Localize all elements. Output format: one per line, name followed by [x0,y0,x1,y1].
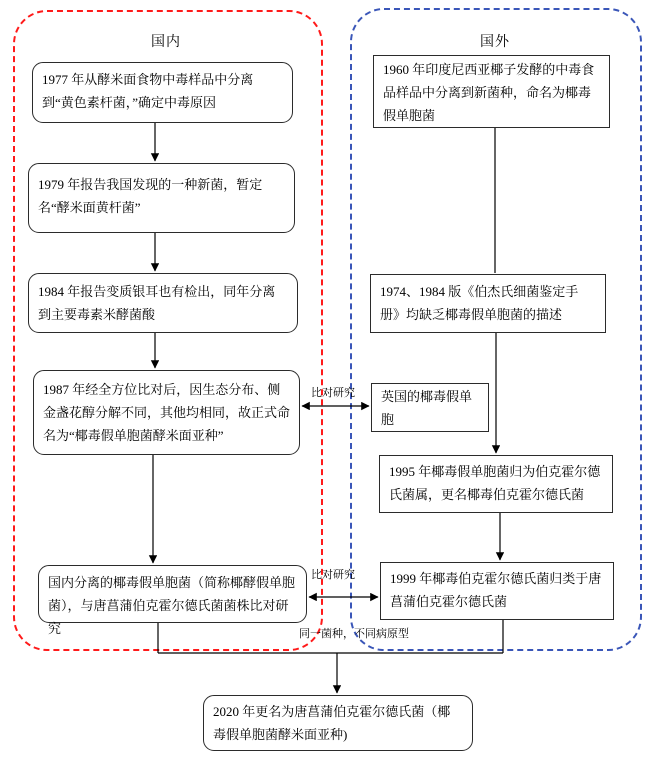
compare-research-label-top: 比对研究 [311,387,355,399]
flow-box-1987-domestic: 1987 年经全方位比对后，因生态分布、侧金盏花醇分解不同，其他均相同，故正式命名为“椰毒假单胞菌酵米面亚种” [33,370,300,455]
compare-research-label-bottom: 比对研究 [311,569,355,581]
flow-box-domestic-comparison: 国内分离的椰毒假单胞菌（简称椰酵假单胞菌），与唐菖蒲伯克霍尔德氏菌菌株比对研究 [38,565,307,623]
foreign-group-title: 国外 [480,35,510,50]
flow-box-1995-reclassify: 1995 年椰毒假单胞菌归为伯克霍尔德氏菌属，更名椰毒伯克霍尔德氏菌 [379,455,613,513]
domestic-group-title: 国内 [151,35,181,50]
flow-box-2020-conclusion: 2020 年更名为唐菖蒲伯克霍尔德氏菌（椰毒假单胞菌酵米面亚种) [203,695,473,751]
flow-box-1974-1984-manual: 1974、1984 版《伯杰氏细菌鉴定手册》均缺乏椰毒假单胞菌的描述 [370,274,606,333]
flow-box-1977-domestic: 1977 年从酵米面食物中毒样品中分离到“黄色素杆菌，”确定中毒原因 [32,62,293,123]
flow-box-uk-strain: 英国的椰毒假单胞 [371,383,489,432]
flow-box-1984-domestic: 1984 年报告变质银耳也有检出，同年分离到主要毒素米酵菌酸 [28,273,298,333]
flow-box-1960-foreign: 1960 年印度尼西亚椰子发酵的中毒食品样品中分离到新菌种，命名为椰毒假单胞菌 [373,55,610,128]
same-species-label: 同一菌种，不同病原型 [299,628,409,640]
flow-box-1979-domestic: 1979 年报告我国发现的一种新菌，暂定名“酵米面黄杆菌” [28,163,295,233]
flow-box-1999-reclassify: 1999 年椰毒伯克霍尔德氏菌归类于唐菖蒲伯克霍尔德氏菌 [380,562,614,620]
